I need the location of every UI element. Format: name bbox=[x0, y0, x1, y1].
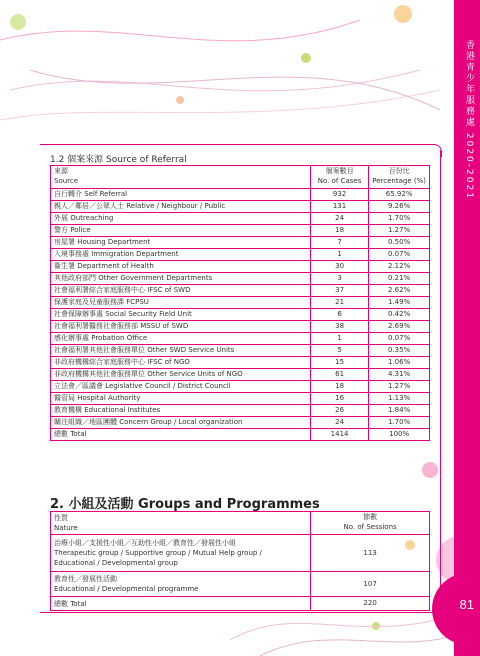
table-cell: 0.07% bbox=[369, 249, 430, 261]
table-total-row bbox=[51, 597, 430, 611]
header-cases bbox=[310, 166, 368, 189]
table-cell: 1.13% bbox=[369, 393, 430, 405]
table-cell: 2.12% bbox=[369, 261, 430, 273]
cell-text-line: Source bbox=[54, 177, 79, 185]
table-cell: 6 bbox=[310, 309, 368, 321]
table-cell: 0.21% bbox=[369, 273, 430, 285]
table-row bbox=[51, 261, 430, 273]
page-number: 81 bbox=[459, 597, 474, 612]
table-cell: 警方 Police bbox=[51, 225, 311, 237]
table-cell: 7 bbox=[310, 237, 368, 249]
cell-text-line: No. of Cases bbox=[317, 177, 362, 185]
table-cell: 2.69% bbox=[369, 321, 430, 333]
table-row bbox=[51, 321, 430, 333]
section2-title: 2. 小組及活動 Groups and Programmes bbox=[50, 497, 320, 512]
table-cell: 總數 Total bbox=[51, 597, 311, 611]
table-cell: 15 bbox=[310, 357, 368, 369]
side-title: 香港青少年服務處 2020-2021 bbox=[464, 40, 474, 200]
table-cell: 1.84% bbox=[369, 405, 430, 417]
table-cell: 26 bbox=[310, 405, 368, 417]
cell-text-line: No. of Sessions bbox=[343, 523, 397, 531]
section1-title: 1.2 個案來源 Source of Referral bbox=[50, 155, 187, 165]
table-cell: 38 bbox=[310, 321, 368, 333]
table-row bbox=[51, 369, 430, 381]
table-row bbox=[51, 345, 430, 357]
cell-text-line: 節數 bbox=[363, 513, 378, 521]
table-cell: 4.31% bbox=[369, 369, 430, 381]
table-row bbox=[51, 237, 430, 249]
table-cell: 感化辦事處 Probation Office bbox=[51, 333, 311, 345]
table-cell: 21 bbox=[310, 297, 368, 309]
cell-text-line: 個案數目 bbox=[325, 167, 354, 175]
table-row bbox=[51, 249, 430, 261]
deco-curve bbox=[0, 20, 360, 41]
table-row bbox=[51, 297, 430, 309]
table-cell bbox=[51, 535, 311, 572]
table-cell: 教育機構 Educational Institutes bbox=[51, 405, 311, 417]
table-cell: 1 bbox=[310, 249, 368, 261]
table-cell: 保護家庭及兒童服務課 FCPSU bbox=[51, 297, 311, 309]
table-cell: 社會福利署醫務社會服務部 MSSU of SWD bbox=[51, 321, 311, 333]
table-total-row bbox=[51, 429, 430, 441]
cell-text-line: Therapeutic group / Supportive group / Mutual Help group / bbox=[54, 549, 262, 557]
table-row bbox=[51, 309, 430, 321]
header-sessions bbox=[311, 512, 430, 535]
table-row bbox=[51, 189, 430, 201]
deco-curve bbox=[260, 630, 470, 656]
table-cell: 16 bbox=[310, 393, 368, 405]
table-cell: 1 bbox=[310, 333, 368, 345]
table-row bbox=[51, 213, 430, 225]
cell-text-line: Percentage (%) bbox=[372, 177, 426, 185]
table-cell: 非政府機構綜合家庭服務中心 IFSC of NGO bbox=[51, 357, 311, 369]
table-cell: 9.26% bbox=[369, 201, 430, 213]
cell-text-line: Nature bbox=[54, 524, 78, 532]
table-row bbox=[51, 393, 430, 405]
table-cell: 0.35% bbox=[369, 345, 430, 357]
table-cell: 24 bbox=[310, 417, 368, 429]
header-percentage bbox=[369, 166, 430, 189]
table-cell: 220 bbox=[311, 597, 430, 611]
table-cell: 0.42% bbox=[369, 309, 430, 321]
table-cell: 入境事務處 Immigration Department bbox=[51, 249, 311, 261]
table-row bbox=[51, 333, 430, 345]
table-cell: 0.07% bbox=[369, 333, 430, 345]
table-cell: 18 bbox=[310, 381, 368, 393]
table-cell: 100% bbox=[369, 429, 430, 441]
table-row bbox=[51, 201, 430, 213]
table-row bbox=[51, 405, 430, 417]
table-cell: 外展 Outreaching bbox=[51, 213, 311, 225]
header-source bbox=[51, 166, 311, 189]
table-cell: 3 bbox=[310, 273, 368, 285]
table-cell: 醫管局 Hospital Authority bbox=[51, 393, 311, 405]
deco-circle bbox=[301, 53, 311, 63]
header-nature bbox=[51, 512, 311, 535]
table-cell: 2.62% bbox=[369, 285, 430, 297]
groups-table bbox=[50, 511, 430, 611]
table-cell: 1.27% bbox=[369, 381, 430, 393]
table-cell: 65.92% bbox=[369, 189, 430, 201]
table-cell: 衞生署 Department of Health bbox=[51, 261, 311, 273]
table-header-row bbox=[51, 512, 430, 535]
deco-circle bbox=[372, 622, 380, 630]
table-row bbox=[51, 357, 430, 369]
table-cell: 30 bbox=[310, 261, 368, 273]
table-cell: 1.06% bbox=[369, 357, 430, 369]
cell-text-line: 來源 bbox=[54, 167, 68, 175]
table-cell: 自行轉介 Self Referral bbox=[51, 189, 311, 201]
referral-table bbox=[50, 165, 430, 441]
table-row bbox=[51, 225, 430, 237]
cell-text-line: Educational / Developmental group bbox=[54, 559, 178, 567]
deco-circle bbox=[10, 14, 26, 30]
table-cell: 房屋署 Housing Department bbox=[51, 237, 311, 249]
table-cell: 親人／鄰居／公眾人士 Relative / Neighbour / Public bbox=[51, 201, 311, 213]
table-cell: 1.70% bbox=[369, 417, 430, 429]
table-cell: 社會福利署綜合家庭服務中心 IFSC of SWD bbox=[51, 285, 311, 297]
table-row bbox=[51, 572, 430, 597]
table-row bbox=[51, 285, 430, 297]
table-row bbox=[51, 417, 430, 429]
table-cell: 1414 bbox=[310, 429, 368, 441]
deco-curve bbox=[0, 90, 440, 120]
table-cell: 關注組織／地區團體 Concern Group / Local organization bbox=[51, 417, 311, 429]
table-cell: 61 bbox=[310, 369, 368, 381]
table-cell: 非政府機構其他社會服務單位 Other Service Units of NGO bbox=[51, 369, 311, 381]
deco-curve bbox=[10, 70, 420, 91]
table-cell: 24 bbox=[310, 213, 368, 225]
cell-text-line: 性質 bbox=[54, 514, 68, 522]
deco-circle bbox=[394, 5, 412, 23]
table-cell: 0.50% bbox=[369, 237, 430, 249]
table-cell bbox=[51, 572, 311, 597]
table-cell: 1.27% bbox=[369, 225, 430, 237]
table-cell: 其他政府部門 Other Government Departments bbox=[51, 273, 311, 285]
table-cell: 立法會／區議會 Legislative Council / District Council bbox=[51, 381, 311, 393]
table-cell: 37 bbox=[310, 285, 368, 297]
table-cell: 社會福利署其他社會服務單位 Other SWD Service Units bbox=[51, 345, 311, 357]
cell-text-line: 教育性／發展性活動 bbox=[54, 575, 117, 583]
table-cell: 1.49% bbox=[369, 297, 430, 309]
table-cell: 107 bbox=[311, 572, 430, 597]
table-cell: 總數 Total bbox=[51, 429, 311, 441]
deco-circle bbox=[176, 96, 184, 104]
table-header-row bbox=[51, 166, 430, 189]
table-cell: 18 bbox=[310, 225, 368, 237]
table-cell: 932 bbox=[310, 189, 368, 201]
table-row bbox=[51, 381, 430, 393]
table-cell: 社會保障辦事處 Social Security Field Unit bbox=[51, 309, 311, 321]
table-cell: 5 bbox=[310, 345, 368, 357]
table-cell: 131 bbox=[310, 201, 368, 213]
table-row bbox=[51, 535, 430, 572]
table-cell: 113 bbox=[311, 535, 430, 572]
table-cell: 1.70% bbox=[369, 213, 430, 225]
cell-text-line: Educational / Developmental programme bbox=[54, 585, 199, 593]
table-row bbox=[51, 273, 430, 285]
cell-text-line: 百份比 bbox=[388, 167, 410, 175]
cell-text-line: 治療小組／支援性小組／互助性小組／教育性／發展性小組 bbox=[54, 539, 236, 547]
